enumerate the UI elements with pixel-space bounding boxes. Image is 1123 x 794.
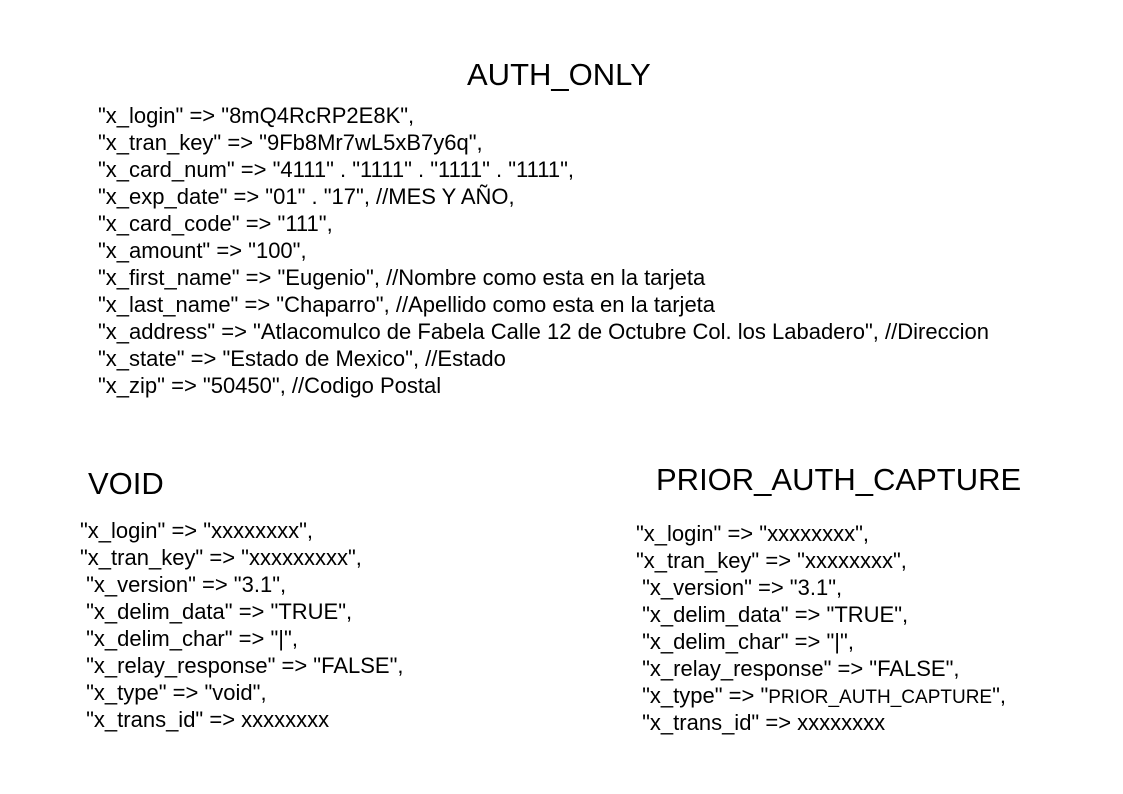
void-login-line: "x_login" => "xxxxxxxx", (80, 518, 313, 543)
auth-only-state-line: "x_state" => "Estado de Mexico", //Estado (98, 346, 506, 371)
prior-auth-capture-params (636, 520, 1006, 736)
prior-trans-id-line: "x_trans_id" => xxxxxxxx (636, 710, 886, 735)
prior-type-line (636, 682, 1006, 709)
auth-only-first-name-line: "x_first_name" => "Eugenio", //Nombre como esta en la tarjeta (98, 265, 706, 290)
void-version-line: "x_version" => "3.1", (80, 572, 287, 597)
void-trans-id-line: "x_trans_id" => xxxxxxxx (80, 707, 330, 732)
void-params (80, 517, 404, 733)
prior-delim-data-line: "x_delim_data" => "TRUE", (636, 602, 909, 627)
prior-auth-capture-title: PRIOR_AUTH_CAPTURE (656, 462, 1022, 497)
prior-version-line: "x_version" => "3.1", (636, 575, 843, 600)
void-delim-data-line: "x_delim_data" => "TRUE", (80, 599, 353, 624)
auth-only-address-line: "x_address" => "Atlacomulco de Fabela Calle 12 de Octubre Col. los Labadero", //Direccion (98, 319, 989, 344)
auth-only-amount-line: "x_amount" => "100", (98, 238, 307, 263)
auth-only-title: AUTH_ONLY (467, 57, 651, 92)
void-tran-key-line: "x_tran_key" => "xxxxxxxxx", (80, 545, 362, 570)
auth-only-login-line: "x_login" => "8mQ4RcRP2E8K", (98, 103, 415, 128)
auth-only-exp-date-line: "x_exp_date" => "01" . "17", //MES Y AÑO, (98, 184, 515, 209)
prior-type-suffix: ", (992, 683, 1007, 708)
void-title: VOID (88, 466, 164, 501)
void-delim-char-line: "x_delim_char" => "|", (80, 626, 298, 651)
auth-only-card-code-line: "x_card_code" => "111", (98, 211, 333, 236)
void-type-line: "x_type" => "void", (80, 680, 267, 705)
prior-relay-response-line: "x_relay_response" => "FALSE", (636, 656, 960, 681)
prior-tran-key-line: "x_tran_key" => "xxxxxxxx", (636, 548, 907, 573)
auth-only-zip-line: "x_zip" => "50450", //Codigo Postal (98, 373, 442, 398)
auth-only-card-num-line: "x_card_num" => "4111" . "1111" . "1111" . "1111", (98, 157, 575, 182)
void-relay-response-line: "x_relay_response" => "FALSE", (80, 653, 404, 678)
prior-type-value: PRIOR_AUTH_CAPTURE (768, 687, 993, 708)
prior-delim-char-line: "x_delim_char" => "|", (636, 629, 854, 654)
auth-only-last-name-line: "x_last_name" => "Chaparro", //Apellido como esta en la tarjeta (98, 292, 716, 317)
prior-login-line: "x_login" => "xxxxxxxx", (636, 521, 869, 546)
auth-only-params (98, 102, 989, 399)
auth-only-tran-key-line: "x_tran_key" => "9Fb8Mr7wL5xB7y6q", (98, 130, 483, 155)
prior-type-prefix: "x_type" => " (636, 683, 769, 708)
